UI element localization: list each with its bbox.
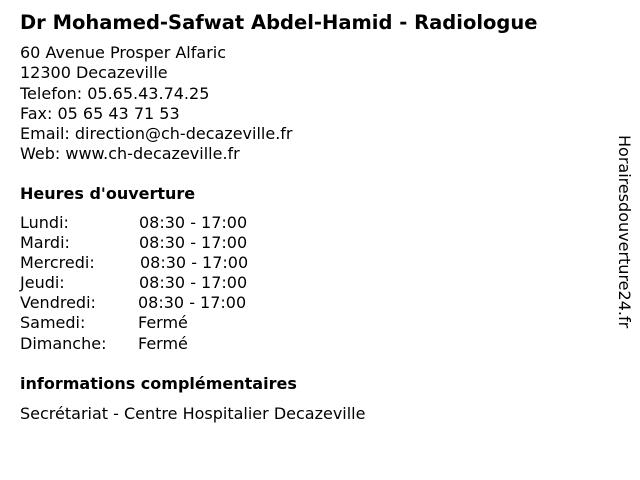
page-title: Dr Mohamed-Safwat Abdel-Hamid - Radiologue (20, 11, 538, 34)
day-label: Jeudi: (20, 273, 65, 293)
hours-row-thursday (20, 273, 320, 293)
time-value: Fermé (138, 313, 188, 333)
time-value: Fermé (138, 333, 188, 353)
time-value: 08:30 - 17:00 (140, 253, 249, 273)
address-street: 60 Avenue Prosper Alfaric (20, 43, 227, 62)
email-address: Email: direction@ch-decazeville.fr (20, 124, 293, 144)
time-value: 08:30 - 17:00 (139, 273, 248, 293)
additional-info-heading: informations complémentaires (20, 374, 297, 393)
hours-row-wednesday (20, 253, 320, 273)
hours-row-saturday (20, 313, 320, 333)
hours-row-monday (20, 213, 320, 233)
day-label: Dimanche: (20, 333, 107, 353)
contact-block (20, 43, 292, 165)
hours-row-tuesday (20, 233, 320, 253)
opening-hours-heading: Heures d'ouverture (20, 184, 196, 203)
day-label: Vendredi: (20, 293, 96, 313)
phone-number: Telefon: 05.65.43.74.25 (20, 83, 210, 103)
hours-row-friday (20, 293, 320, 313)
address-city: 12300 Decazeville (20, 63, 168, 83)
website: Web: www.ch-decazeville.fr (20, 144, 240, 164)
opening-hours-list (20, 213, 320, 354)
day-label: Lundi: (20, 213, 69, 232)
fax-number: Fax: 05 65 43 71 53 (20, 103, 180, 123)
time-value: 08:30 - 17:00 (138, 293, 247, 313)
time-value: 08:30 - 17:00 (139, 233, 248, 253)
day-label: Mardi: (20, 233, 70, 253)
additional-info-text: Secrétariat - Centre Hospitalier Decazeville (20, 404, 366, 423)
day-label: Samedi: (20, 313, 86, 333)
site-watermark: Horairesdouverture24.fr (615, 135, 634, 329)
time-value: 08:30 - 17:00 (139, 213, 248, 232)
day-label: Mercredi: (20, 253, 95, 273)
hours-row-sunday (20, 334, 320, 354)
